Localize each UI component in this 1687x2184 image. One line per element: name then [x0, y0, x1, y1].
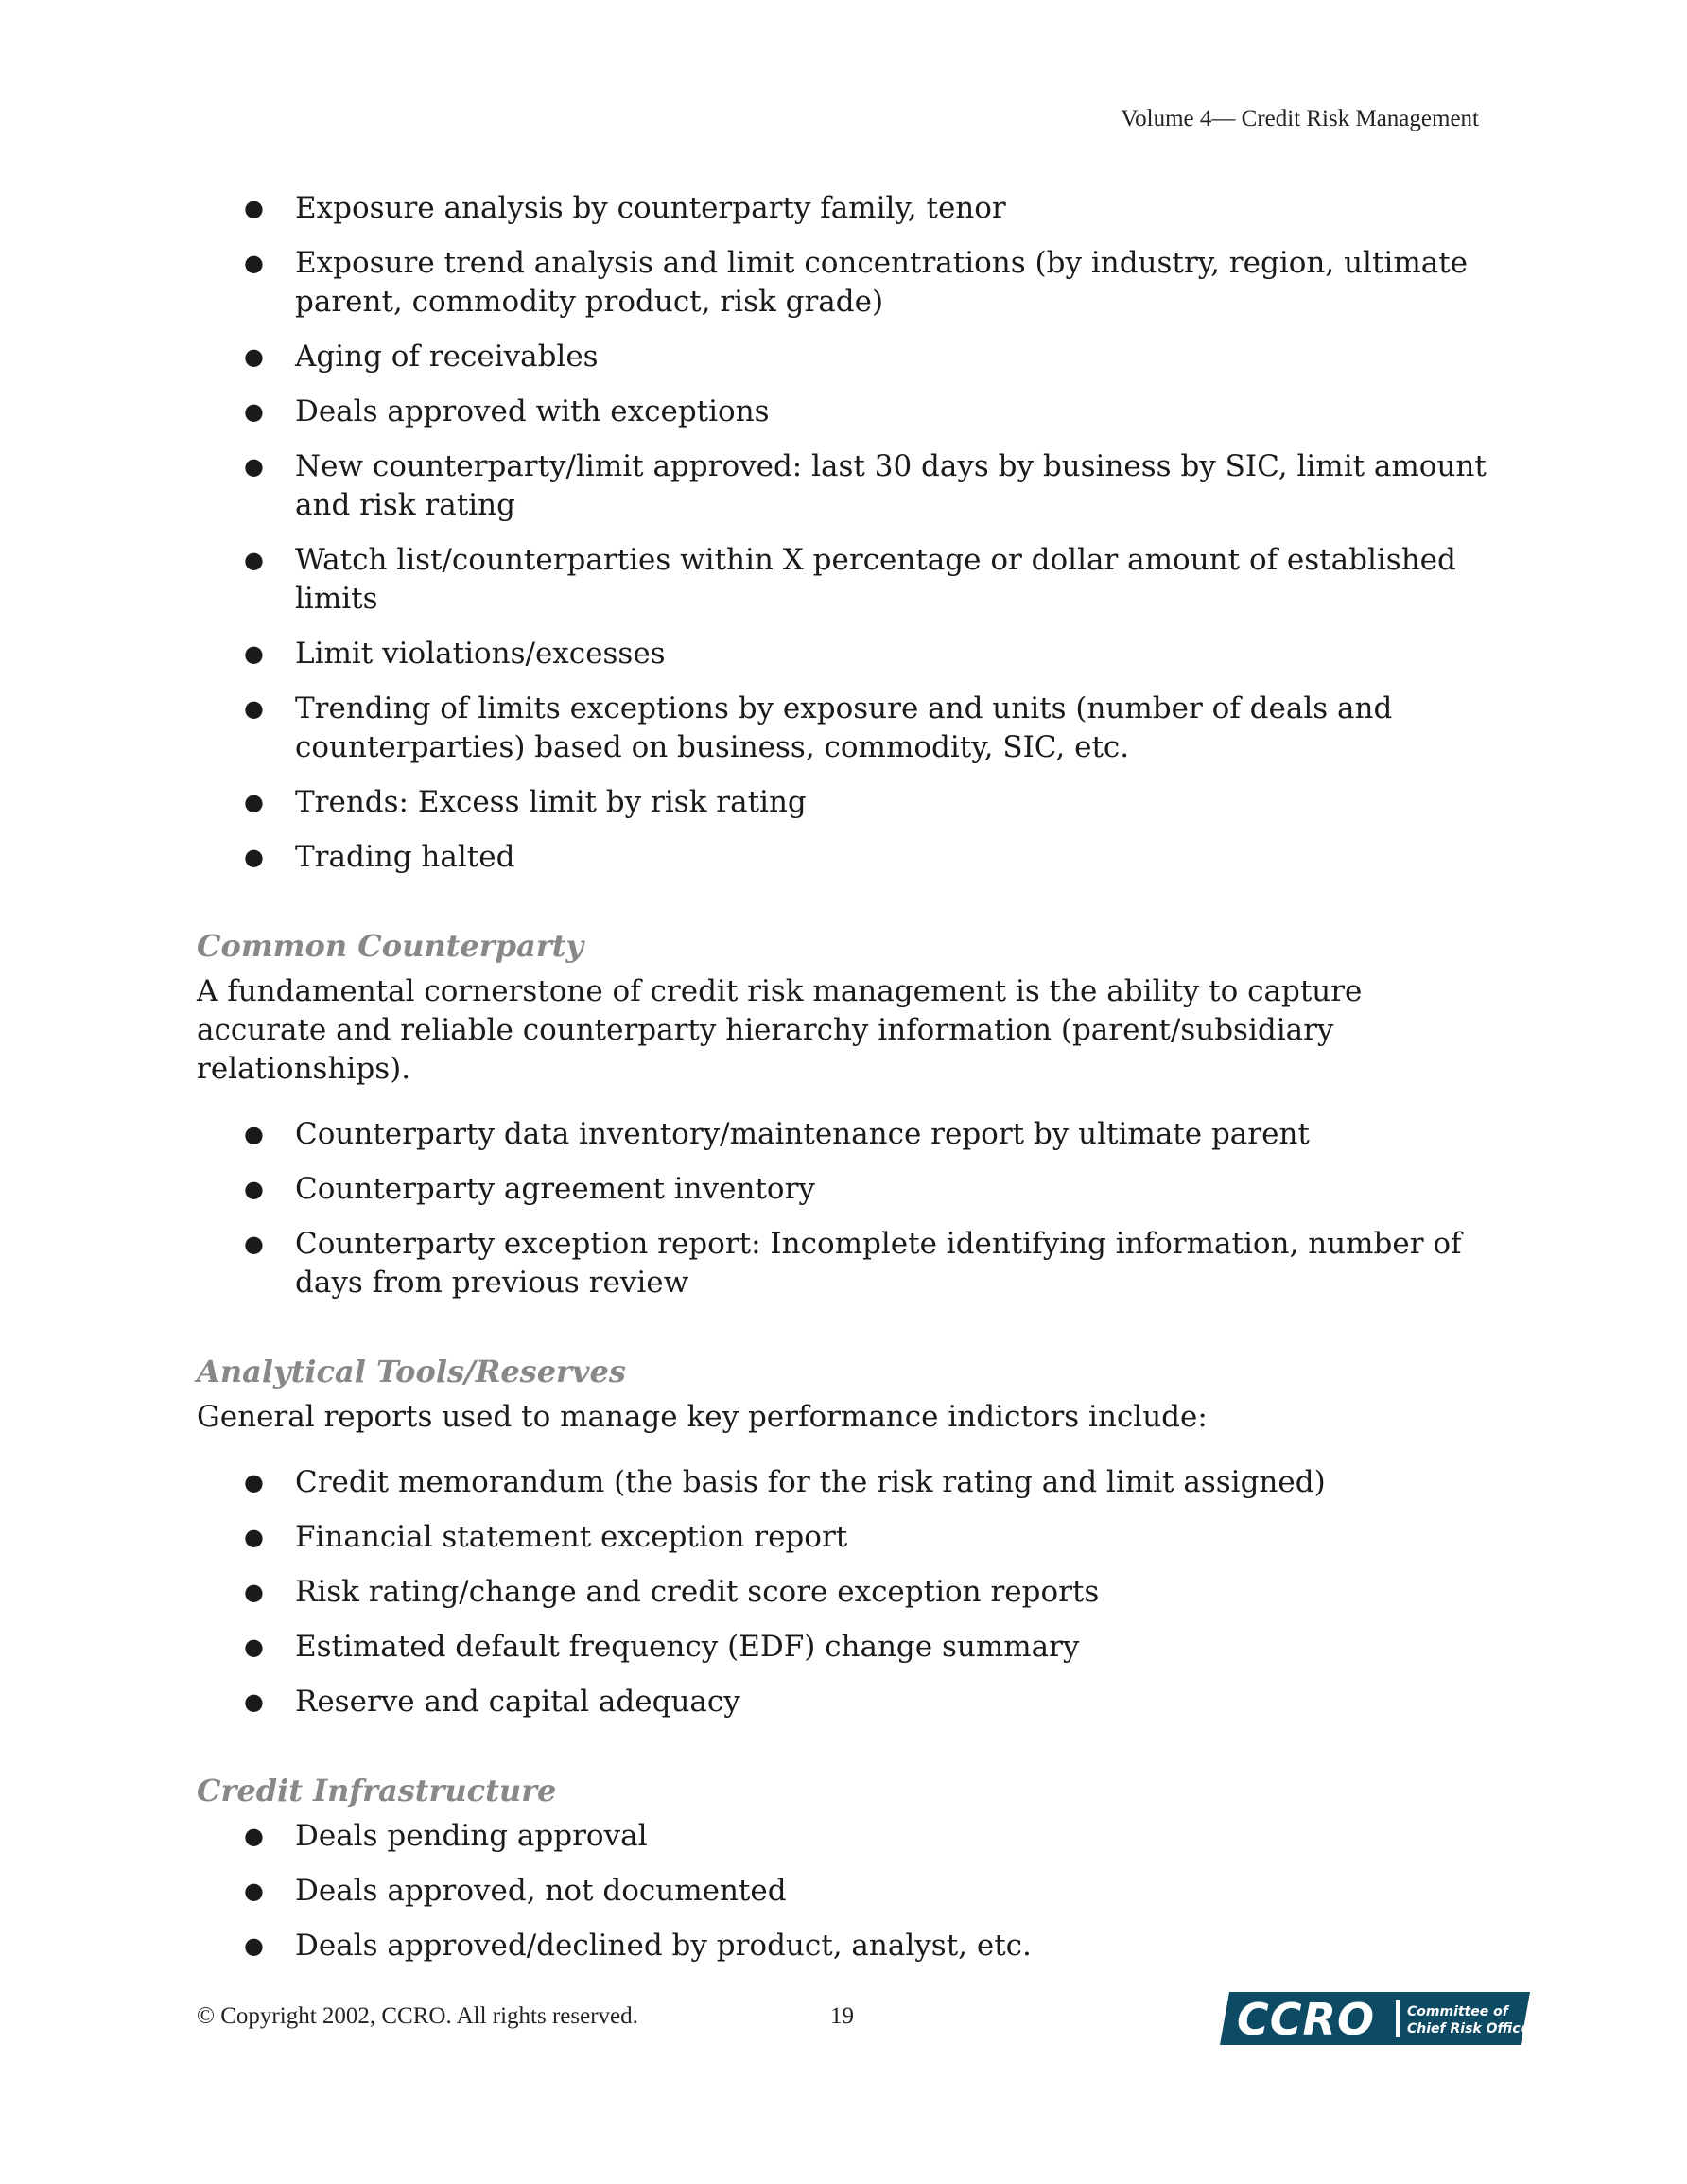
- bullet-list-reports: [197, 189, 1492, 877]
- logo-subtitle-line2: Chief Risk Officers: [1407, 2021, 1544, 2036]
- page-number: 19: [830, 2003, 854, 2029]
- list-item: ● Counterparty data inventory/maintenance report by ultimate parent: [197, 1115, 1492, 1154]
- bullet-icon: ●: [244, 250, 264, 276]
- bullet-icon: ●: [244, 1634, 264, 1660]
- section-intro-common-counterparty: A fundamental cornerstone of credit risk management is the ability to capture accurate and reliable counterparty hierarchy information (parent/subsidiary relationships).: [197, 974, 1363, 1086]
- bullet-icon: ●: [244, 195, 264, 221]
- list-item: ● New counterparty/limit approved: last 30 days by business by SIC, limit amount and risk rating: [244, 449, 1487, 522]
- running-header: Volume 4— Credit Risk Management: [1121, 106, 1479, 131]
- list-item: ● Exposure trend analysis and limit concentrations (by industry, region, ultimate parent, commodity product, risk grade): [244, 246, 1468, 319]
- logo-subtitle-line1: Committee of: [1407, 2004, 1508, 2019]
- bullet-icon: ●: [244, 1469, 264, 1495]
- bullet-icon: ●: [244, 1688, 264, 1715]
- section-heading-analytical-tools: Analytical Tools/Reserves: [197, 1354, 626, 1389]
- list-item: ● Limit violations/excesses: [197, 635, 1492, 673]
- list-item: ● Estimated default frequency (EDF) change summary: [197, 1628, 1492, 1667]
- copyright-notice: © Copyright 2002, CCRO. All rights reserved.: [197, 2003, 638, 2029]
- list-item: ● Watch list/counterparties within X percentage or dollar amount of established limits: [244, 543, 1456, 616]
- list-item: ● Aging of receivables: [197, 338, 1492, 376]
- bullet-icon: ●: [244, 1231, 264, 1257]
- page-footer: [197, 1992, 1544, 2049]
- logo-text: CCRO: [1237, 1994, 1376, 2045]
- list-item: ● Counterparty agreement inventory: [197, 1170, 1492, 1209]
- bullet-icon: ●: [244, 789, 264, 815]
- logo-divider: [1396, 2000, 1400, 2037]
- bullet-icon: ●: [244, 1823, 264, 1849]
- list-item: ● Deals approved, not documented: [197, 1872, 1492, 1911]
- bullet-list-analytical-tools: [197, 1463, 1492, 1721]
- bullet-icon: ●: [244, 1176, 264, 1202]
- page-content: [197, 189, 1492, 1982]
- list-item: ● Deals approved/declined by product, analyst, etc.: [197, 1927, 1492, 1966]
- section-heading-common-counterparty: Common Counterparty: [197, 928, 583, 964]
- bullet-icon: ●: [244, 1579, 264, 1605]
- list-item: ● Trading halted: [197, 838, 1492, 877]
- bullet-list-common-counterparty: [197, 1115, 1492, 1302]
- section-heading-credit-infrastructure: Credit Infrastructure: [197, 1773, 557, 1808]
- section-intro-analytical-tools: General reports used to manage key performance indictors include:: [197, 1400, 1208, 1434]
- bullet-icon: ●: [244, 640, 264, 667]
- bullet-icon: ●: [244, 1121, 264, 1147]
- ccro-logo: [1220, 1992, 1544, 2045]
- list-item: ● Financial statement exception report: [197, 1518, 1492, 1557]
- list-item: ● Risk rating/change and credit score exception reports: [197, 1573, 1492, 1612]
- bullet-icon: ●: [244, 1932, 264, 1959]
- list-item: ● Counterparty exception report: Incomplete identifying information, number of days from previous review: [244, 1227, 1462, 1300]
- bullet-icon: ●: [244, 1878, 264, 1904]
- bullet-icon: ●: [244, 695, 264, 722]
- bullet-icon: ●: [244, 844, 264, 870]
- list-item: ● Deals approved with exceptions: [197, 393, 1492, 431]
- bullet-icon: ●: [244, 343, 264, 370]
- bullet-icon: ●: [244, 398, 264, 425]
- bullet-icon: ●: [244, 547, 264, 573]
- list-item: ● Deals pending approval: [197, 1817, 1492, 1856]
- bullet-list-credit-infrastructure: [197, 1817, 1492, 1966]
- list-item: ● Reserve and capital adequacy: [197, 1683, 1492, 1721]
- list-item: ● Exposure analysis by counterparty family, tenor: [197, 189, 1492, 228]
- list-item: ● Credit memorandum (the basis for the risk rating and limit assigned): [197, 1463, 1492, 1502]
- list-item: ● Trends: Excess limit by risk rating: [197, 783, 1492, 822]
- bullet-icon: ●: [244, 453, 264, 480]
- bullet-icon: ●: [244, 1524, 264, 1550]
- list-item: ● Trending of limits exceptions by exposure and units (number of deals and counterparties) based on business, commodity, SIC, etc.: [244, 691, 1393, 764]
